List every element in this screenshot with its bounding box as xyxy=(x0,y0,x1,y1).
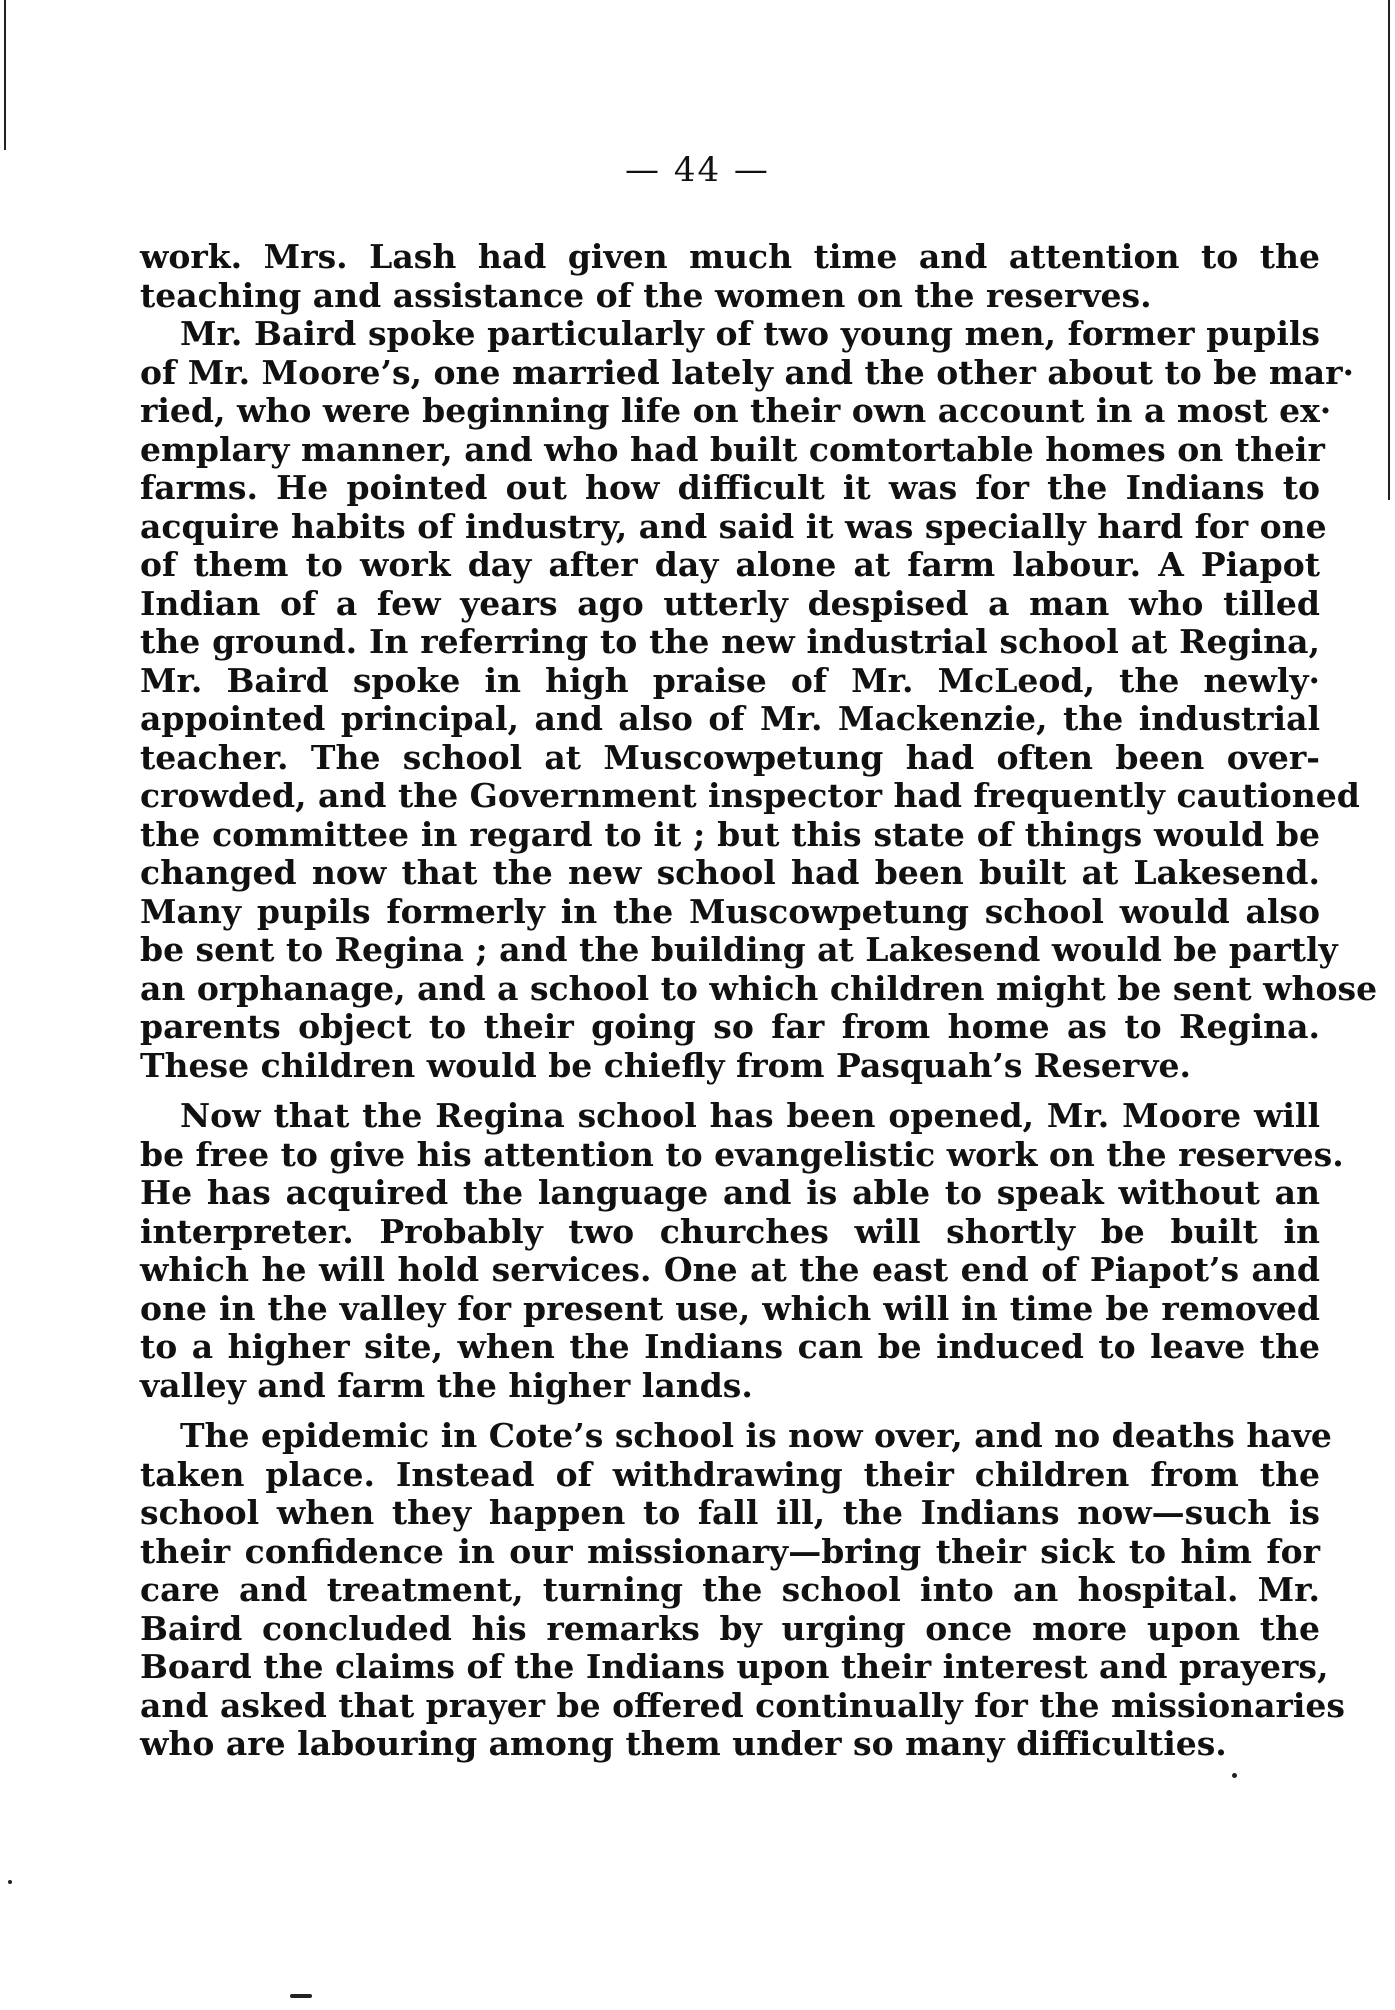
text-line: one in the valley for present use, which will in time be removed xyxy=(140,1288,1320,1328)
paragraph xyxy=(140,238,1320,315)
text-line: acquire habits of industry, and said it was specially hard for one xyxy=(140,506,1327,546)
text-line: He has acquired the language and is able to speak without an xyxy=(140,1173,1320,1212)
page-number: — 44 — xyxy=(625,150,770,190)
text-line: teaching and assistance of the women on the reserves. xyxy=(140,275,1152,315)
text-line: Board the claims of the Indians upon their interest and prayers, xyxy=(140,1647,1329,1686)
text-line: their confidence in our missionary—bring their sick to him for xyxy=(140,1531,1320,1571)
scan-speck xyxy=(1232,1773,1237,1778)
text-line: be free to give his attention to evangelistic work on the reserves. xyxy=(140,1134,1344,1174)
text-line: which he will hold services. One at the east end of Piapot’s and xyxy=(140,1250,1320,1289)
text-line: who are labouring among them under so many difficulties. xyxy=(140,1724,1227,1763)
text-line: of Mr. Moore’s, one married lately and the other about to be mar· xyxy=(140,352,1354,392)
paragraph xyxy=(140,1416,1345,1764)
left-edge-rule xyxy=(4,0,6,150)
text-line: These children would be chiefly from Pasquah’s Reserve. xyxy=(140,1045,1191,1085)
paragraph xyxy=(140,1096,1344,1405)
text-line: school when they happen to fall ill, the Indians now—such is xyxy=(140,1493,1320,1532)
text-line: care and treatment, turning the school into an hospital. Mr. xyxy=(140,1570,1320,1609)
text-line: Mr. Baird spoke particularly of two young men, former pupils xyxy=(180,314,1320,353)
body-text xyxy=(140,237,1378,1764)
text-line: taken place. Instead of withdrawing their children from the xyxy=(140,1454,1320,1494)
text-line: Mr. Baird spoke in high praise of Mr. McLeod, the newly· xyxy=(140,660,1320,700)
text-line: Many pupils formerly in the Muscowpetung school would also xyxy=(140,891,1320,931)
text-line: be sent to Regina ; and the building at Lakesend would be partly xyxy=(140,930,1338,969)
text-line: interpreter. Probably two churches will shortly be built in xyxy=(140,1211,1320,1251)
text-line: an orphanage, and a school to which children might be sent whose xyxy=(140,968,1378,1008)
text-line: work. Mrs. Lash had given much time and attention to the xyxy=(140,237,1320,276)
paragraph xyxy=(140,314,1378,1085)
text-line: emplary manner, and who had built comtortable homes on their xyxy=(140,429,1325,469)
right-edge-rule xyxy=(1388,0,1390,500)
text-line: crowded, and the Government inspector had frequently cautioned xyxy=(140,776,1360,815)
text-line: The epidemic in Cote’s school is now over, and no deaths have xyxy=(180,1416,1332,1455)
text-line: changed now that the new school had been built at Lakesend. xyxy=(140,853,1320,892)
scan-speck xyxy=(290,1994,312,1998)
text-line: Now that the Regina school has been opened, Mr. Moore will xyxy=(180,1096,1320,1135)
text-line: to a higher site, when the Indians can be induced to leave the xyxy=(140,1327,1320,1366)
text-line: teacher. The school at Muscowpetung had often been over- xyxy=(140,737,1320,777)
text-line: ried, who were beginning life on their own account in a most ex· xyxy=(140,391,1332,430)
text-line: valley and farm the higher lands. xyxy=(140,1365,753,1405)
text-line: the ground. In referring to the new industrial school at Regina, xyxy=(140,622,1320,661)
text-line: and asked that prayer be offered continually for the missionaries xyxy=(140,1685,1345,1725)
text-line: of them to work day after day alone at farm labour. A Piapot xyxy=(140,545,1320,584)
text-line: the committee in regard to it ; but this state of things would be xyxy=(140,814,1320,854)
text-line: farms. He pointed out how difficult it was for the Indians to xyxy=(140,468,1320,507)
text-line: Baird concluded his remarks by urging once more upon the xyxy=(140,1608,1320,1648)
text-line: appointed principal, and also of Mr. Mackenzie, the industrial xyxy=(140,699,1320,738)
text-line: Indian of a few years ago utterly despised a man who tilled xyxy=(140,583,1320,623)
scan-speck xyxy=(8,1880,12,1884)
text-line: parents object to their going so far from home as to Regina. xyxy=(140,1007,1320,1046)
